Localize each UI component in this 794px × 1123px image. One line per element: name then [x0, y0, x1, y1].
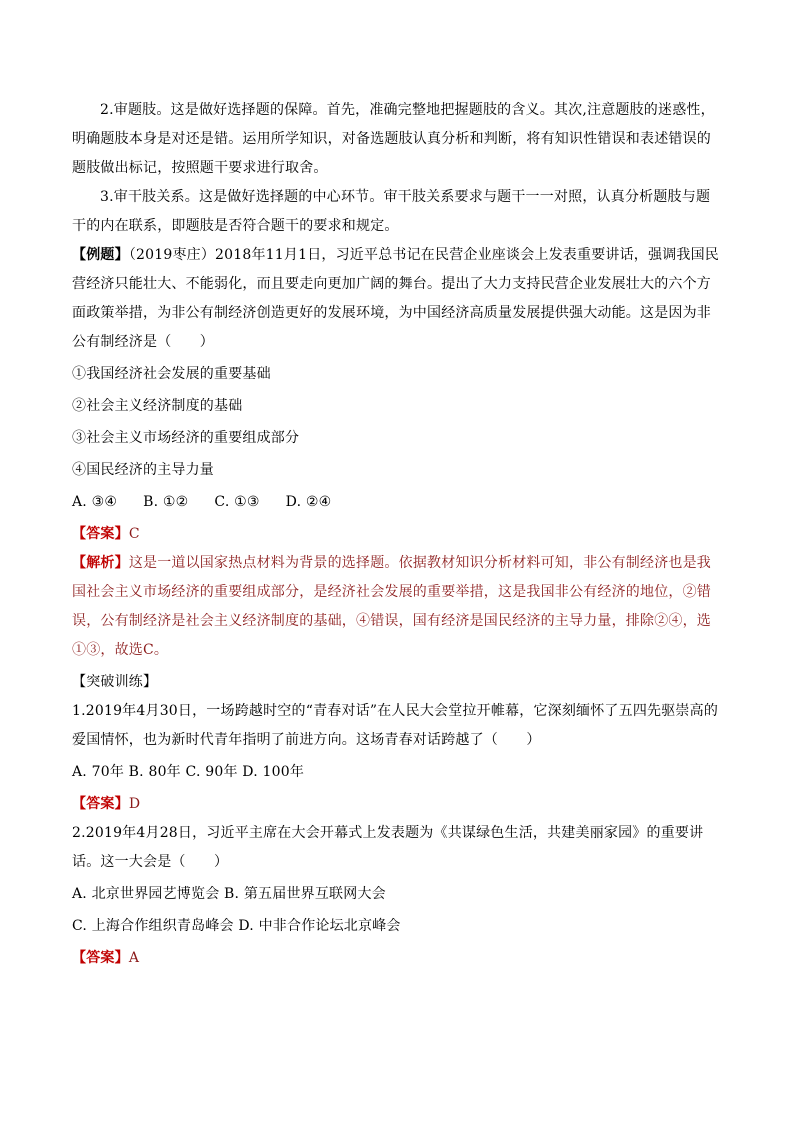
example-option-a: A. ③④ [72, 494, 118, 510]
training-question-1: 1.2019年4月30日，一场跨越时空的“青春对话”在人民大会堂拉开帷幕，它深刻缅怀了五四先驱崇高的爱国情怀，也为新时代青年指明了前进方向。这场青春对话跨越了（ ） [72, 703, 719, 748]
example-answer-value: C [128, 526, 140, 542]
example-item-3: ③社会主义市场经济的重要组成部分 [72, 430, 300, 446]
training-question-1-answer-label: 【答案】 [72, 796, 129, 812]
training-question-2-answer-value: A [128, 950, 140, 966]
training-question-2: 2.2019年4月28日，习近平主席在大会开幕式上发表题为《共谋绿色生活，共建美丽家园》的重要讲话。这一大会是（ ） [72, 825, 704, 870]
example-answer [72, 520, 724, 549]
example-option-d: D. ②④ [285, 494, 332, 510]
training-question-2-answer-label: 【答案】 [72, 950, 129, 966]
training-question-2-answer [72, 944, 724, 973]
example-analysis-text: 这是一道以国家热点材料为背景的选择题。依据教材知识分析材料可知，非公有制经济也是我国社会主义市场经济的重要组成部分，是经济社会发展的重要举措，这是我国非公有经济的地位，②错误，公有制经济是社会主义经济制度的基础，④错误，国有经济是国民经济的主导力量，排除②④，选①③，故选C。 [72, 555, 712, 658]
paragraph-review-relationship: 3.审干肢关系。这是做好选择题的中心环节。审干肢关系要求与题干一一对照，认真分析题肢与题干的内在联系，即题肢是否符合题干的要求和规定。 [72, 189, 711, 234]
example-text: （2019枣庄）2018年11月1日，习近平总书记在民营企业座谈会上发表重要讲话，强调我国民营经济只能壮大、不能弱化，而且要走向更加广阔的舞台。提出了大力支持民营企业发展壮大的六个方面政策举措，为非公有制经济创造更好的发展环境，为中国经济高质量发展提供强大动能。这是因为非公有制经济是（ ） [72, 247, 719, 350]
training-heading: 【突破训练】 [72, 674, 158, 690]
example-analysis-label: 【解析】 [72, 555, 129, 571]
example-item-1: ①我国经济社会发展的重要基础 [72, 366, 271, 382]
document-page [72, 96, 724, 973]
example-question [72, 241, 724, 357]
training-question-1-answer-value: D [128, 796, 141, 812]
training-question-1-answer [72, 790, 724, 819]
training-question-2-options-row-1: A. 北京世界园艺博览会 B. 第五届世界互联网大会 [72, 886, 386, 902]
training-question-2-options-row-2: C. 上海合作组织青岛峰会 D. 中非合作论坛北京峰会 [72, 918, 401, 934]
example-option-c: C. ①③ [214, 494, 260, 510]
example-option-b: B. ①② [143, 494, 189, 510]
example-answer-label: 【答案】 [72, 526, 129, 542]
example-options [72, 488, 724, 517]
paragraph-review-options: 2.审题肢。这是做好选择题的保障。首先，准确完整地把握题肢的含义。其次,注意题肢的迷惑性，明确题肢本身是对还是错。运用所学知识，对备选题肢认真分析和判断，将有知识性错误和表述错误的题肢做出标记，按照题干要求进行取舍。 [72, 102, 715, 176]
training-question-1-options: A. 70年 B. 80年 C. 90年 D. 100年 [72, 764, 305, 780]
example-item-2: ②社会主义经济制度的基础 [72, 398, 243, 414]
example-analysis [72, 549, 724, 665]
example-label: 【例题】 [72, 247, 129, 263]
example-item-4: ④国民经济的主导力量 [72, 462, 214, 478]
